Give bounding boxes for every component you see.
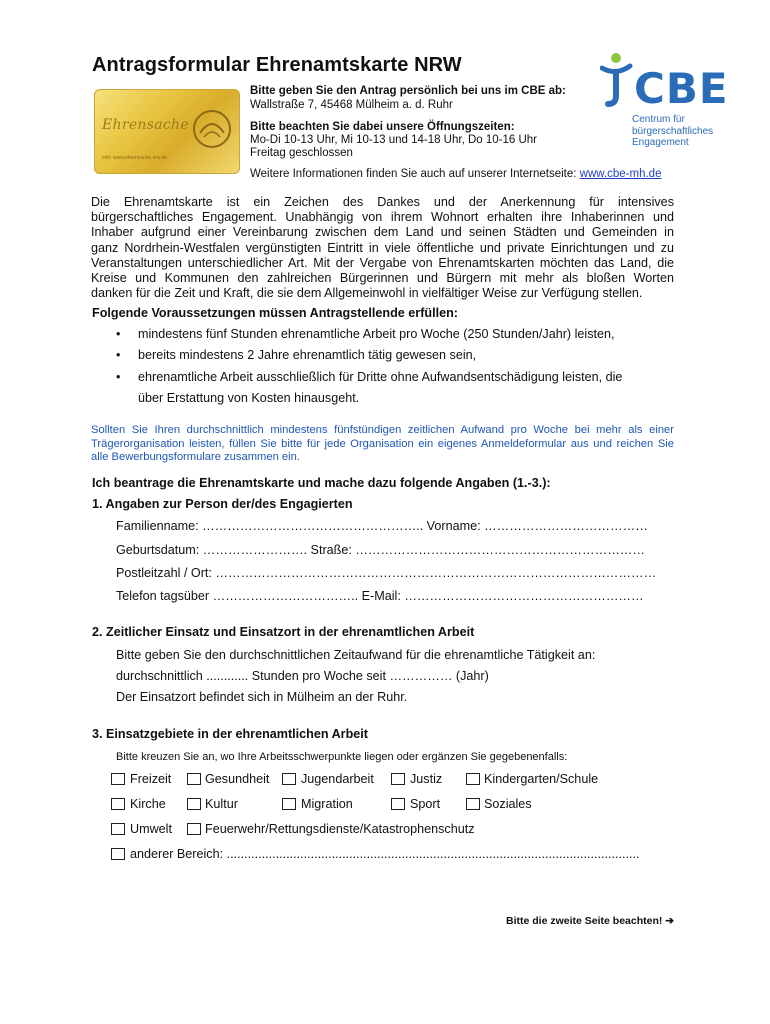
checkbox-feuerwehr[interactable] bbox=[187, 823, 201, 835]
label-gesundheit: Gesundheit bbox=[205, 772, 270, 786]
requirements-heading: Folgende Voraussetzungen müssen Antragstellende erfüllen: bbox=[92, 306, 458, 320]
website-prefix: Weitere Informationen finden Sie auch auf unserer Internetseite: bbox=[250, 168, 580, 180]
notice-line-3: alle Bewerbungsformulare zusammen ein. bbox=[91, 451, 300, 464]
hours-heading: Bitte beachten Sie dabei unsere Öffnungszeiten: bbox=[250, 121, 515, 133]
label-migration: Migration bbox=[301, 797, 353, 811]
card-word: Ehrensache bbox=[102, 117, 189, 133]
checkbox-anderer[interactable] bbox=[111, 848, 125, 860]
label-anderer[interactable]: anderer Bereich: ...................................................................................................................... bbox=[130, 847, 640, 861]
requirement-text: bereits mindestens 2 Jahre ehrenamtlich tätig gewesen sein, bbox=[138, 348, 477, 362]
logo-sub-1: Centrum für bbox=[632, 114, 685, 125]
bullet-icon: • bbox=[116, 348, 121, 362]
page-title: Antragsformular Ehrenamtskarte NRW bbox=[92, 54, 462, 76]
hours-line-1: Mo-Di 10-13 Uhr, Mi 10-13 und 14-18 Uhr, Do 10-16 Uhr bbox=[250, 134, 538, 146]
postcode-city-line[interactable]: Postleitzahl / Ort: …………………………………………………………………………………………… bbox=[116, 566, 657, 580]
card-emblem-icon bbox=[190, 107, 234, 151]
requirement-text: über Erstattung von Kosten hinausgeht. bbox=[138, 391, 360, 405]
hours-per-week-line[interactable]: durchschnittlich ............ Stunden pro Woche seit …………… (Jahr) bbox=[116, 669, 489, 683]
intro-line-6: Kreise und Kommunen den zahlreichen Bürgerinnen und Bürgern mit mehr als bloßen Worten bbox=[91, 271, 674, 286]
logo-sub-2: bürgerschaftliches bbox=[632, 125, 714, 137]
intro-paragraph bbox=[91, 195, 674, 301]
ehrenamtskarte-card-image bbox=[94, 89, 240, 174]
cbe-logo-text: CBE bbox=[634, 64, 729, 113]
checkbox-freizeit[interactable] bbox=[111, 773, 125, 785]
label-jugendarbeit: Jugendarbeit bbox=[301, 772, 374, 786]
label-umwelt: Umwelt bbox=[130, 822, 172, 836]
time-intro: Bitte geben Sie den durchschnittlichen Zeitaufwand für die ehrenamtliche Tätigkeit an: bbox=[116, 648, 596, 662]
intro-line-3: Inhaber aufgrund einer Vereinbarung zwischen dem Land und seinen Städten und Gemeinden in bbox=[91, 225, 674, 240]
checkbox-sport[interactable] bbox=[391, 798, 405, 810]
hours-line-2: Freitag geschlossen bbox=[250, 147, 353, 159]
bullet-icon: • bbox=[116, 370, 121, 384]
card-small-text: Info: www.ehrensache.nrw.de bbox=[102, 155, 168, 161]
checkbox-soziales[interactable] bbox=[466, 798, 480, 810]
label-kirche: Kirche bbox=[130, 797, 166, 811]
label-freizeit: Freizeit bbox=[130, 772, 172, 786]
checkbox-migration[interactable] bbox=[282, 798, 296, 810]
website-link[interactable]: www.cbe-mh.de bbox=[579, 168, 662, 180]
checkbox-row-1 bbox=[0, 772, 770, 790]
submit-heading: Bitte geben Sie den Antrag persönlich bei uns im CBE ab: bbox=[250, 85, 566, 97]
label-kindergarten: Kindergarten/Schule bbox=[484, 772, 599, 786]
cbe-logo-subtitle bbox=[632, 114, 713, 149]
intro-line-1: Die Ehrenamtskarte ist ein Zeichen des Dankes und der Anerkennung für intensives bbox=[91, 195, 674, 209]
section-2-title: 2. Zeitlicher Einsatz und Einsatzort in der ehrenamtlichen Arbeit bbox=[92, 625, 475, 639]
checkbox-gesundheit[interactable] bbox=[187, 773, 201, 785]
cbe-figure-icon bbox=[600, 52, 636, 110]
intro-line-5: Veranstaltungen unterschiedlicher Art. Mit der Vergabe von Ehrenamtskarten möchten das Land, die bbox=[91, 255, 674, 270]
section-3-title: 3. Einsatzgebiete in der ehrenamtlichen Arbeit bbox=[92, 727, 368, 741]
footer-note: Bitte die zweite Seite beachten! ➔ bbox=[506, 915, 675, 927]
checkbox-umwelt[interactable] bbox=[111, 823, 125, 835]
label-soziales: Soziales bbox=[484, 797, 532, 811]
label-sport: Sport bbox=[410, 797, 441, 811]
bullet-icon: • bbox=[116, 327, 121, 341]
checkbox-kirche[interactable] bbox=[111, 798, 125, 810]
checkbox-kindergarten[interactable] bbox=[466, 773, 480, 785]
label-kultur: Kultur bbox=[205, 797, 238, 811]
intro-line-7: danken für die Zeit und Kraft, die sie dem Allgemeinwohl in vielfältiger Weise zur Verfügung stellen. bbox=[91, 286, 643, 301]
checkbox-jugendarbeit[interactable] bbox=[282, 773, 296, 785]
location-statement: Der Einsatzort befindet sich in Mülheim an der Ruhr. bbox=[116, 690, 408, 704]
checkbox-instructions: Bitte kreuzen Sie an, wo Ihre Arbeitsschwerpunkte liegen oder ergänzen Sie gegebenenfalls: bbox=[116, 751, 568, 763]
section-1-title: 1. Angaben zur Person der/des Engagierten bbox=[92, 497, 353, 511]
address: Wallstraße 7, 45468 Mülheim a. d. Ruhr bbox=[250, 99, 453, 111]
notice-block bbox=[91, 424, 674, 465]
intro-line-4: ganz Nordrhein-Westfalen vergünstigten Eintritt in viele öffentliche und private Einrichtungen und zu bbox=[91, 240, 674, 255]
requirement-text: mindestens fünf Stunden ehrenamtliche Arbeit pro Woche (250 Stunden/Jahr) leisten, bbox=[138, 327, 615, 341]
requirement-text: ehrenamtliche Arbeit ausschließlich für Dritte ohne Aufwandsentschädigung leisten, die bbox=[138, 370, 623, 384]
label-justiz: Justiz bbox=[410, 772, 443, 786]
birth-street-line[interactable]: Geburtsdatum: ……………………. Straße: …………………………………………………………… bbox=[116, 543, 645, 557]
checkbox-row-2 bbox=[0, 797, 770, 815]
logo-sub-3: Engagement bbox=[632, 137, 689, 148]
website-line bbox=[250, 168, 661, 181]
checkbox-kultur[interactable] bbox=[187, 798, 201, 810]
checkbox-justiz[interactable] bbox=[391, 773, 405, 785]
cbe-logo bbox=[600, 50, 740, 158]
notice-line-2: Trägerorganisation leisten, füllen Sie bitte für jede Organisation ein eigenes Anmeldeformular aus und reichen Sie bbox=[91, 437, 674, 450]
intro-line-2: bürgerschaftliches Engagement. Unabhängig von ihrem Wohnort erhalten ihre Inhaberinnen und bbox=[91, 210, 674, 225]
label-feuerwehr: Feuerwehr/Rettungsdienste/Katastrophenschutz bbox=[205, 822, 475, 836]
application-heading: Ich beantrage die Ehrenamtskarte und mache dazu folgende Angaben (1.-3.): bbox=[92, 476, 551, 490]
name-fields-line[interactable]: Familienname: …………………………………………….. Vorname: ………………………………… bbox=[116, 519, 648, 533]
phone-email-line[interactable]: Telefon tagsüber …………………………….. E-Mail: ………………………………………………… bbox=[116, 589, 644, 603]
checkbox-row-4 bbox=[0, 847, 770, 865]
notice-line-1: Sollten Sie Ihren durchschnittlich mindestens fünfstündigen zeitlichen Aufwand pro Woche bei mehr als einer bbox=[91, 424, 674, 436]
checkbox-row-3 bbox=[0, 822, 770, 840]
